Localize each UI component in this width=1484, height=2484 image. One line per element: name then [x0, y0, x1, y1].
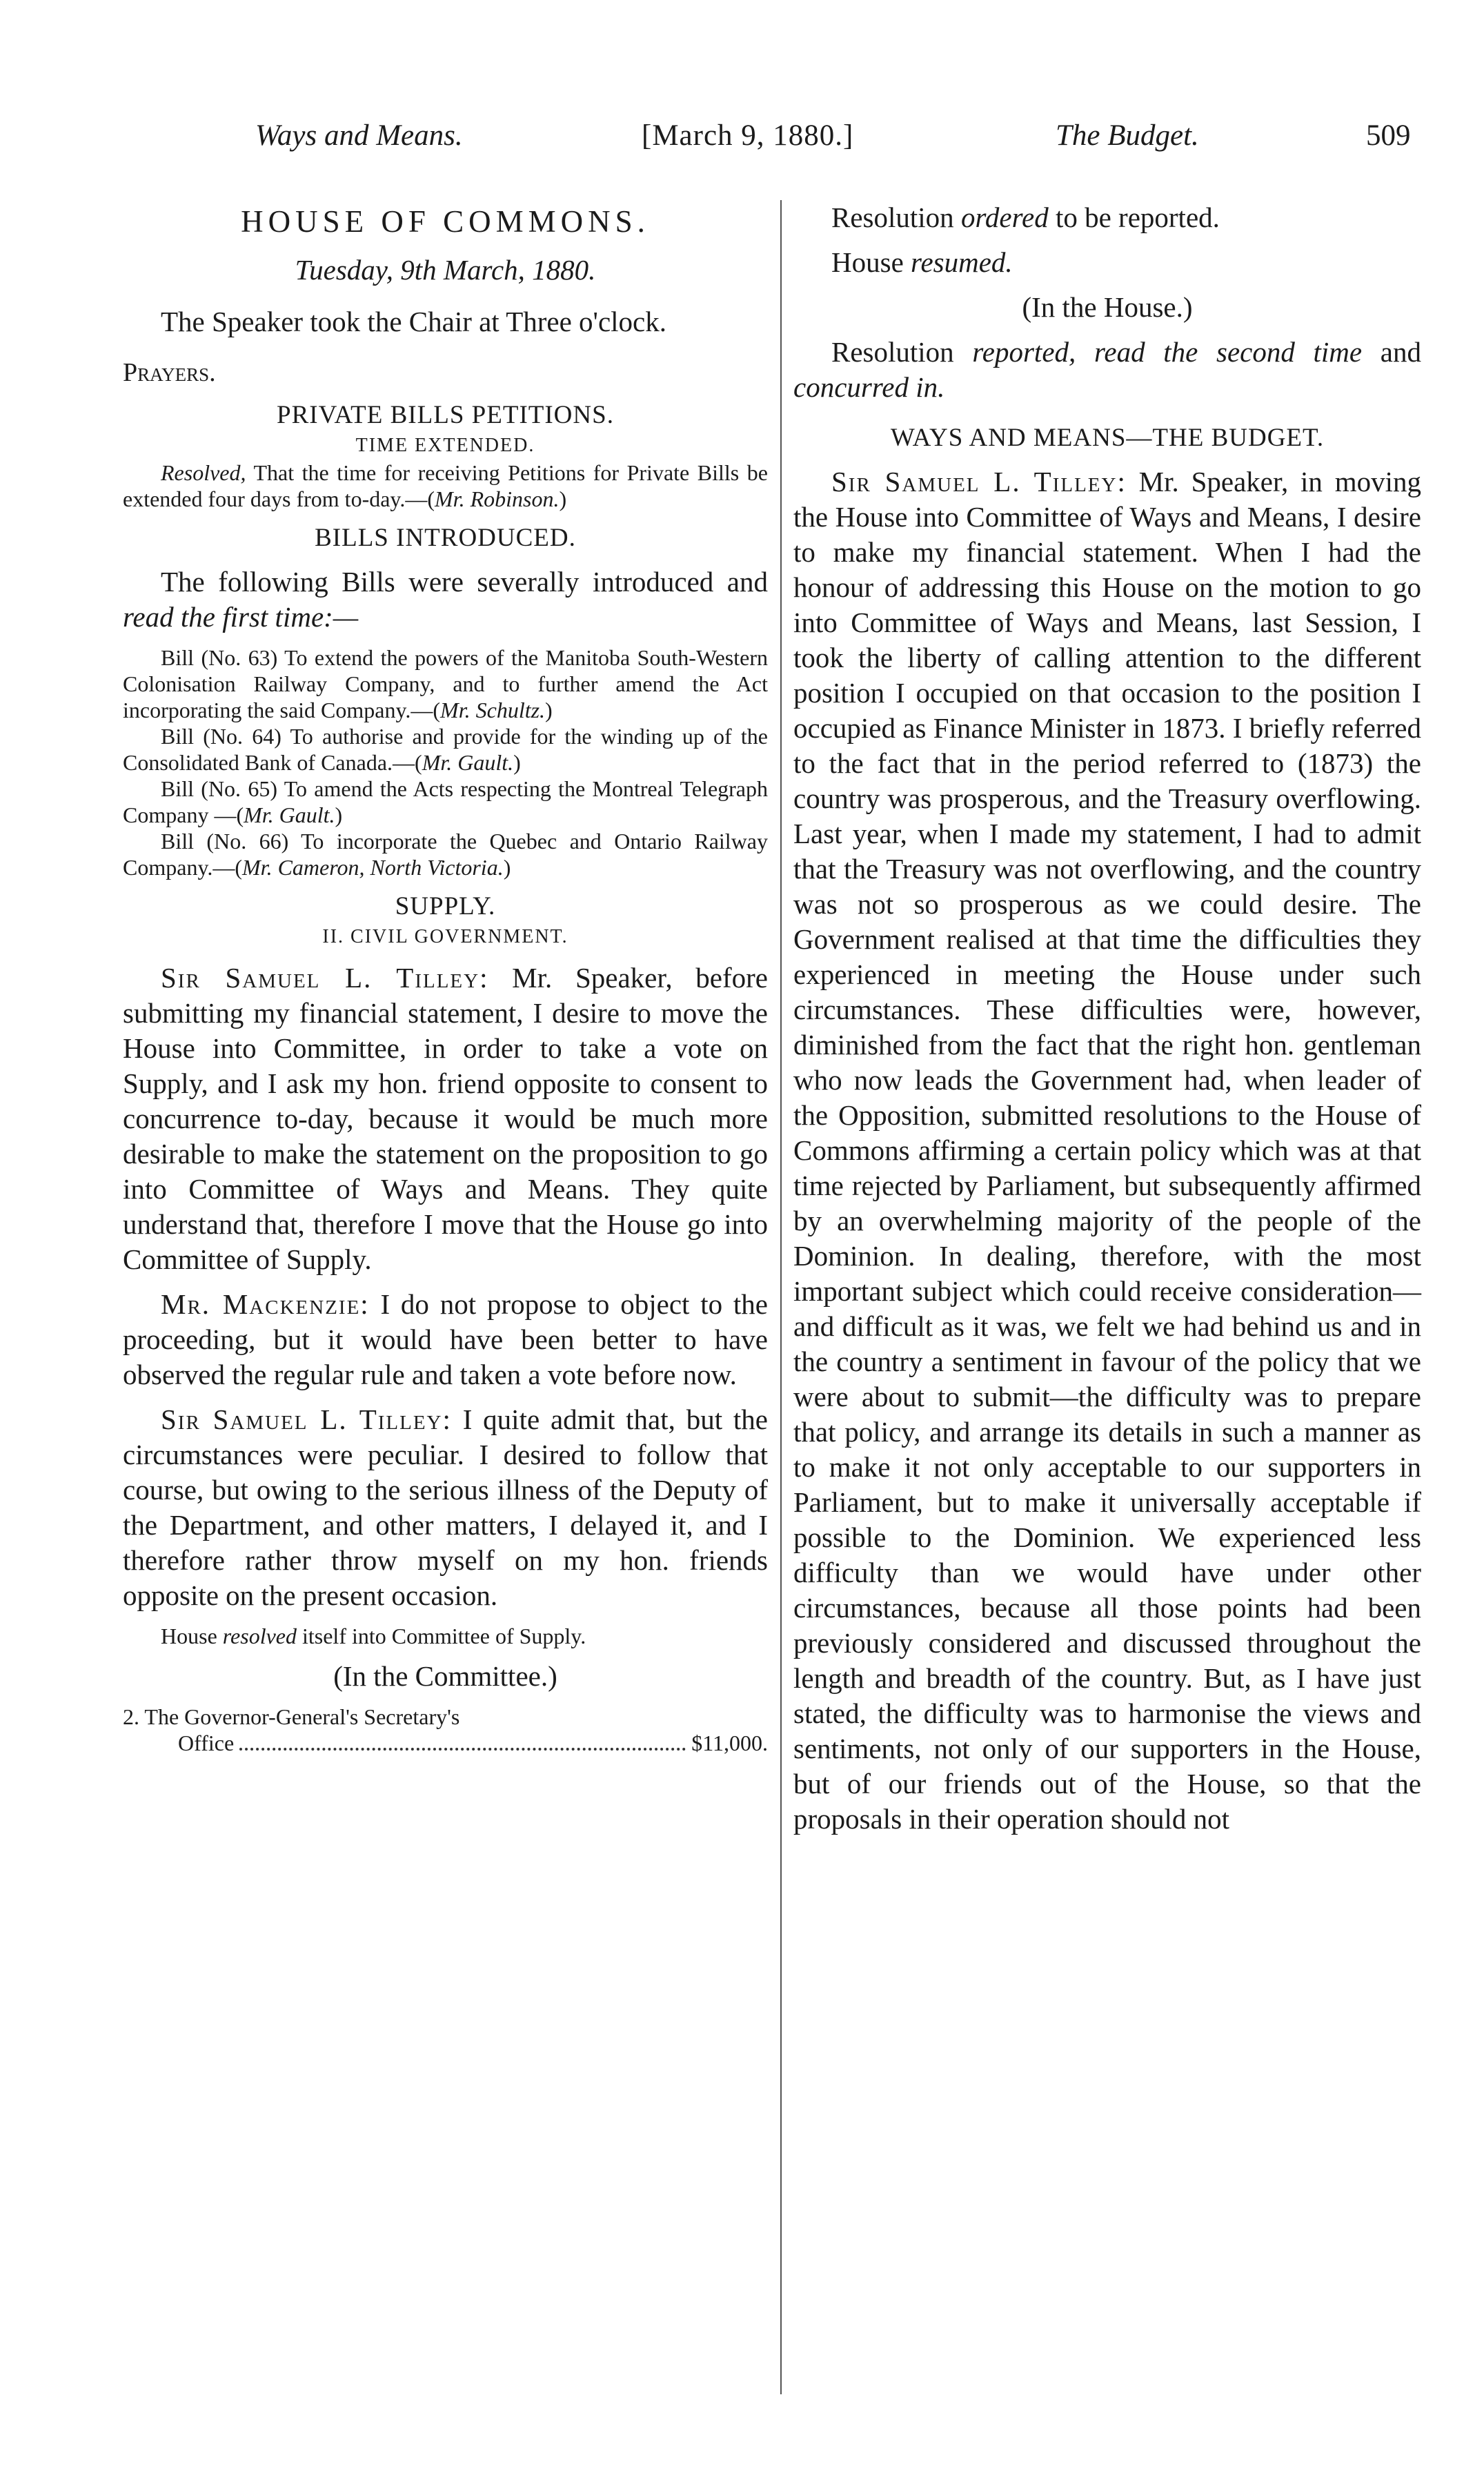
- bill-text: Bill (No. 66) To incorporate the Quebec and Ontario Railway Company.—(: [123, 829, 768, 880]
- house-resolved-italic: resolved: [222, 1624, 297, 1648]
- header-section-title: Ways and Means.: [255, 119, 463, 152]
- header-date: [March 9, 1880.]: [642, 119, 854, 152]
- bill-close: ): [545, 698, 553, 722]
- bill-text: Bill (No. 63) To extend the powers of the Manitoba South-Western Colonisation Railway Company, and to further amend the Act incorporating the said Company.—(: [123, 645, 768, 722]
- resolved-paragraph: [123, 460, 768, 512]
- resolution-rest: to be reported.: [1048, 201, 1220, 233]
- speech-text: Mr. Speaker, in moving the House into Committee of Ways and Means, I desire to make my financial statement. When I had the honour of addressing this House on the motion to go into Committee of Ways and Means, last Session, I took the liberty of calling attention to the different position I occupied on that occasion to the position I occupied as Finance Minister in 1873. I briefly referred to the fact that in the period referred to (1873) the country was prosperous, and the Treasury overflowing. Last year, when I made my statement, I had to admit that the Treasury was not overflowing, and the country was not so prosperous as we could desire. The Government realised at that time the difficulties they experienced in meeting the House under such circumstances. These difficulties were, however, diminished from the fact that the right hon. gentleman who now leads the Government had, when leader of the Opposition, submitted resolutions to the House of Commons affirming a certain policy which was at that time rejected by Parliament, but subsequently affirmed by an overwhelming majority of the people of the Dominion. In dealing, therefore, with the most important subject which could receive consideration—and difficult as it was, we felt we had behind us and in the country a sentiment in favour of the policy that we were about to submit—the difficulty was to prepare that policy, and arrange its details in such a manner as to make it not only acceptable to our supporters in Parliament, but to make it universally acceptable if possible to the Dominion. We experienced less difficulty than we would have under other circumstances, because all those points had been previously considered and discussed throughout the length and breadth of the country. But, as I have just stated, the difficulty was to harmonise the views and sentiments, not only of our supporters in the House, but of our friends out of the House, so that the proposals in their operation should not: [793, 466, 1422, 1835]
- bill-mover: Mr. Gault.: [244, 802, 335, 827]
- running-header: [124, 119, 1421, 160]
- bill-entry: [123, 828, 768, 880]
- resolved-text: That the time for receiving Petitions for Private Bills be extended four days from to-day.—(: [123, 460, 768, 511]
- supply-item-amount: $11,000.: [691, 1731, 768, 1755]
- bill-mover: Mr. Gault.: [422, 750, 514, 775]
- page-number: 509: [1366, 119, 1411, 152]
- tilley-speech-2: [123, 1402, 768, 1613]
- bills-intro-paragraph: [123, 564, 768, 635]
- right-column: [793, 200, 1421, 1837]
- header-topic: The Budget.: [1056, 119, 1199, 152]
- resolved-mover: Mr. Robinson.: [435, 486, 560, 511]
- speaker-name: Sir Samuel L. Tilley:: [831, 466, 1127, 497]
- column-divider: [780, 200, 782, 2394]
- speech-text: Mr. Speaker, before submitting my financial statement, I desire to move the House into Committee, in order to take a vote on Supply, and I ask my hon. friend opposite to consent to concurrence to-day, because it would be much more desirable to make the statement on the proposition to go into Committee of Ways and Means. They quite understand that, therefore I move that the House go into Committee of Supply.: [123, 962, 768, 1275]
- house-italic: resumed.: [911, 246, 1013, 278]
- resolved-close: ): [559, 486, 567, 511]
- house-resolved-rest: itself into Committee of Supply.: [296, 1624, 586, 1648]
- resolution-reported: [793, 335, 1421, 405]
- reported-concurred: concurred in.: [793, 371, 945, 403]
- speaker-name: Mr. Mackenzie:: [161, 1288, 370, 1320]
- bills-introduced-heading: BILLS INTRODUCED.: [315, 524, 576, 552]
- time-extended-heading: TIME EXTENDED.: [355, 435, 535, 456]
- house-resolved-text: House: [161, 1624, 223, 1648]
- bill-close: ): [513, 750, 521, 775]
- bill-entry: [123, 723, 768, 776]
- bill-entry: [123, 644, 768, 723]
- house-text: House: [831, 246, 911, 278]
- bill-mover: Mr. Schultz.: [440, 698, 546, 722]
- supply-heading: SUPPLY.: [395, 892, 496, 920]
- budget-heading: WAYS AND MEANS—THE BUDGET.: [890, 424, 1325, 452]
- mackenzie-speech: [123, 1287, 768, 1392]
- bills-intro-text: The following Bills were severally introduced and: [161, 566, 768, 598]
- bill-text: Bill (No. 65) To amend the Acts respecting the Montreal Telegraph Company —(: [123, 776, 768, 827]
- page-title: HOUSE OF COMMONS.: [241, 204, 650, 239]
- opening-paragraph: The Speaker took the Chair at Three o'clock.: [161, 306, 666, 337]
- civil-government-heading: II. CIVIL GOVERNMENT.: [322, 926, 568, 947]
- supply-item-label: Office: [178, 1731, 235, 1755]
- resolution-italic: ordered: [960, 201, 1049, 233]
- house-resumed: [793, 245, 1421, 280]
- bill-close: ): [335, 802, 343, 827]
- resolution-text: Resolution: [831, 201, 961, 233]
- supply-item-line: 2. The Governor-General's Secretary's: [123, 1704, 460, 1729]
- bill-close: ): [503, 855, 511, 880]
- dot-leader: [239, 1748, 686, 1751]
- speaker-name: Sir Samuel L. Tilley:: [161, 962, 489, 994]
- resolution-ordered: [793, 200, 1421, 235]
- left-column: [123, 200, 768, 1757]
- speech-text: I do not propose to object to the proceeding, but it would have been better to have observed the regular rule and taken a vote before now.: [123, 1288, 768, 1390]
- tilley-speech-1: [123, 960, 768, 1277]
- speaker-name: Sir Samuel L. Tilley:: [161, 1403, 452, 1435]
- reported-text: Resolution: [831, 336, 973, 368]
- bills-intro-italic: read the first time:—: [123, 601, 359, 633]
- reported-italic: reported, read the second time: [972, 336, 1363, 368]
- resolved-word: Resolved,: [161, 460, 246, 485]
- in-house-heading: (In the House.): [1022, 291, 1193, 323]
- bill-entry: [123, 776, 768, 828]
- bill-mover: Mr. Cameron, North Victoria.: [242, 855, 504, 880]
- supply-item-amount-line: [123, 1730, 768, 1757]
- speech-text: I quite admit that, but the circumstances were peculiar. I desired to follow that course, but owing to the serious illness of the Deputy of the Department, and other matters, I delayed it, and I therefore rather throw myself on my hon. friends opposite on the present occasion.: [123, 1403, 769, 1611]
- reported-and: and: [1362, 336, 1421, 368]
- bill-text: Bill (No. 64) To authorise and provide for the winding up of the Consolidated Bank of Canada.—(: [123, 724, 768, 775]
- private-bills-heading: PRIVATE BILLS PETITIONS.: [277, 401, 614, 429]
- in-committee-heading: (In the Committee.): [333, 1660, 557, 1692]
- sitting-date: Tuesday, 9th March, 1880.: [295, 254, 596, 286]
- prayers-heading: Prayers.: [123, 358, 216, 387]
- house-resolved-paragraph: [123, 1623, 768, 1649]
- budget-speech: [793, 464, 1421, 1837]
